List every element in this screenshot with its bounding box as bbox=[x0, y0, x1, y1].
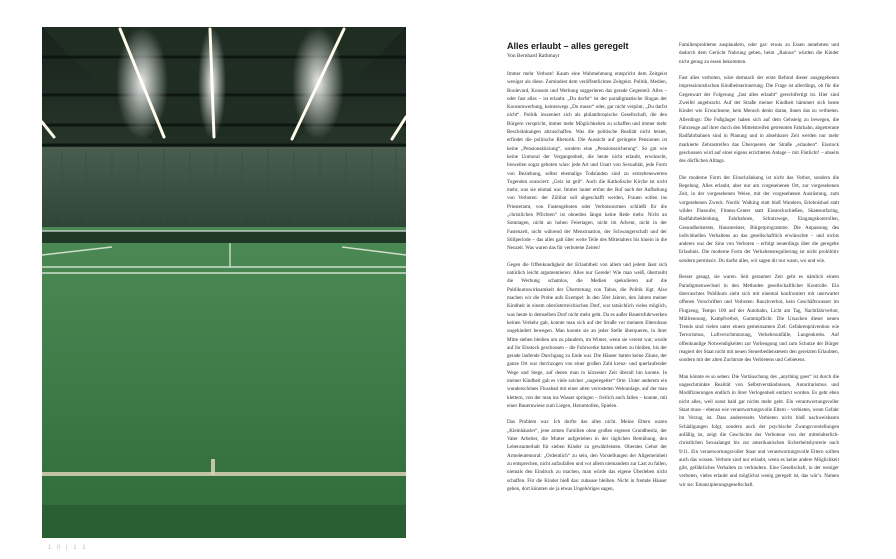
article-byline: Von Bernhard Rathmayr bbox=[507, 53, 560, 59]
indoor-tennis-court-photo bbox=[42, 27, 406, 538]
paragraph: Familienprobleme ausplaudern, oder gar: etwas zu Essen annehmen und dadurch dem Gerücht Nahrung geben, beim „Rainoa“ würden die Kinder nicht genug zu essen bekommen. bbox=[679, 42, 839, 65]
paragraph: Immer mehr Verbote! Kaum eine Wahrnehmung entspricht dem Zeitgeist weniger als diese. Zumindest dem veröffentlichten Zeitgeist. Politik, Medien, Boulevard, Konsum und Werbung suggerieren das gerade Gegenteil: Alles – oder fast alles – ist erlaubt. „Du darfst“ ist der paradigmatische Slogan der Konsumwerbung, keineswegs „Du musst“ oder, gar nicht verpönt, „Du darfst nicht“. Politik inszeniert sich als philanthropische Gesellschaft, die den Bürgern verspricht, immer mehr Möglichkeiten zu schaffen und immer mehr Beschränkungen abzuschaffen. Was die politische Realität nicht leistet, erfindet die politische Rhetorik. Die Aussicht auf geringere Pensionen ist keine „Pensionskürzung“, sondern eine „Pensionssicherung“. So gut wie keine Unmoral der Vergangenheit, die heute nicht erlaubt, erwünscht, bisweilen sogar geboten wäre: jede Art und Unart von Sexualität, jede Form von Beziehung, selbst ehemalige Todsünden sind zu erstrebenswerten Tugenden avanciert: „Geiz ist geil“. Auch die Katholische Kirche ist nicht mehr, was sie einmal war. Immer lauter ertönt der Ruf nach der Aufhebung von Verboten: der Zölibat soll abgeschafft werden, Frauen sollen ins Priesteramt, von Fastengeboten oder Verbotsnormen schließt für die „christlichen Pflichten“ ist ohnedies längst keine Rede mehr. Nicht an Sonntagen, nicht an hohen Feiertagen, nicht im Advent, nicht in der Fastenzeit, nicht während der Menstruation, der Schwangerschaft und der Stillperiode – das alles galt über weite Teile des Mittelalters bis hinein in die Neuzeit. Was waren das für verbotene Zeiten! bbox=[507, 71, 667, 252]
paragraph: Das Problem war: Ich durfte das alles nicht. Meine Eltern waren „Kleinhäusler“, jene armen Familien ohne großen eigenen Grundbesitz, der Vater Arbeiter, die Mutter aufgerieben in der täglichen Bemühung, den Lebensunterhalt für sieben Kinder zu gewährleisten. Oberstes Gebot der Armeleutemoral: „Ordentlich“ zu sein, den Vorstellungen der Allgemeinheit zu entsprechen, nicht aufzufallen und vor allem niemandem zur Last zu fallen, niemals den Eindruck zu machen, man würde das eigene Überleben nicht schaffen. Für die Kinder hieß das: zuhause bleiben. Nicht in fremde Häuser gehen, dort könnten sie ja etwas Ungehöriges sagen, bbox=[507, 419, 667, 492]
paragraph: Gegen die Offenkundigkeit der Erlaubtheit von allem und jedem lässt sich natürlich leicht argumentieren: Alles nur Gerede! Wie man weiß, übertreibt die Werbung schamlos, die Medien spekulieren auf die Publikumswirksamkeit der Übertretung von Tabus, die Politik lügt. Also machen wir die Probe aufs Exempel: In den 50er Jahren, den Jahren meiner Kindheit in einem oberösterreichischen Dorf, war tatsächlich vieles möglich, was heute in demselben Dorf nicht mehr geht. Da es außer Bauernfuhrwerken keinen Verkehr gab, konnte man sich auf der Straße vor meinem Elternhaus ungehindert bewegen. Man konnte sie an jeder Stelle überqueren, in ihrer Mitte stehen bleiben um zu plaudern, im Winter, wenn sie vereist war, wurde auf ihr Eisstock geschossen – die Fuhrwerke hatten stehen zu bleiben, bis der gerade laufende Durchgang zu Ende war. Die Häuser hatten keine Zäune, der ganze Ort war durchzogen von einer großen Zahl kreuz- und querlaufender Wege und Stege, auf denen man in kürzester Zeit überall hin konnte. In meiner Kindheit gab es viele solcher „ungeregelter“ Orte. Unter anderem ein wunderschönes Flussbad mit einer alten verrosteten Wehranlage, auf der man klettern, von der man ins Wasser springen – freilich auch fallen – konnte, mit einer Bauernwiese zum Liegen, Herumtollen, Spielen. bbox=[507, 261, 667, 409]
paragraph: Fast alles verboten, wäre demnach der erste Befund dieser ausgegebenen impressionistischen Kindheitserinnerung. Die Frage ist allerdings, ob für die Gegenwart der Folgerung „fast alles erlaubt“ gerechtfertigt ist. Hier sind Zweifel angebracht. Auf der Straße meiner Kindheit hämmert sich heute Kinder wie Erwachsene, kein Mensch denkt daran, ihnen das zu verbieten. Allerdings: Die Fußgänger haben sich auf dem Gehsteig zu bewegen, die Fahrzeuge auf ihrer durch den Mittelstreifen getrennten Fahrbahn, abgetrennte Radfahrbahnen sind in Planung und in absehbarer Zeit werden nur mehr markierte Zebrastreifen das Überqueren der Straße „erlauben“. Eisstock geschossen wird auf einer eigens errichteten Anlage – mit Flutlicht! – abseits des dörflichen Alltags. bbox=[679, 75, 839, 165]
paragraph: Man könnte es so sehen: Die Vortäuschung des „anything goes“ ist durch die ungeschminkte Realität von Selbstverständnissen, Autoritarismus und Modifizierungen endlich in ihrer Verlogenheit entlarvt worden. Es geht eben nicht alles, weil sonst bald gar nichts mehr geht. Ein verantwortungsvoller Staat muss – ebenso wie verantwortungsvolle Eltern – verbieten, wenn Gefahr im Verzug ist. Dass andererseits Verbieten nicht bloß nachweisbaren Schädigungen folgt, sondern auch der psychische Zwangsvorstellungen anfällig ist, zeigt die Geschichte der Verbotene von der mittelalterlich-christlichen Sexualangst bis zur amerikanischen Sicherheitshysterie nach 9/11. Ein verantwortungsvoller Staat und verantwortungsvolle Eltern sollten auch das wissen. Verbote sind nur erlaubt, wenn es keine andere Möglichkeit gibt, gefährliches Verhalten zu verhindern. Eine Gesellschaft, in der weniger verboten, vieles erlaubt und möglichst wenig geregelt ist, das wär’s. Namen wir sie: Emanzipierungsgesellschaft. bbox=[679, 373, 839, 488]
article-column-left bbox=[507, 41, 667, 501]
article-title: Alles erlaubt – alles geregelt bbox=[507, 41, 629, 51]
paragraph: Die moderne Form der Einschränkung ist nicht das Verbot, sondern die Regelung. Alles erlaubt, aber nur am vorgesehenen Ort, zur vorgesehenen Zeit, in der vorgesehenen Weise, mit der vorgesehenen Ausrüstung, zum vorgesehenen Zweck. Nordic Walking statt bloß Wandern, Erlebnisbad statt wildes Flussufer, Fitness-Center statt Eisstockschießen, Skatesurfaring, Radfahrbekleidung, Fahrbahnen, Schutzwege, Eingangskontrollen, Gesundheitstests, Hausmeister, Bürgerprogramme. Die Anpassung des individuellen Verhaltens an das gesellschaftlich erwünschte – und nichts anderes war der Sinn von Verboten – erfolgt neuerdings über die geregelte Erlaubnis. Die moderne Form der Verhaltensregulierung ist nicht prohibitiv sondern permissiv. Du darfst alles, wir sagen dir nur wann, wo und wie. bbox=[679, 174, 839, 264]
article-column-right bbox=[679, 41, 839, 497]
paragraph: Besser gesagt, sie waren. Seit geraumer Zeit geht es nämlich einem Paradigmenwechsel in den Methoden gesellschaftlicher Kontrolle. Ein überraschtes Publikum sieht sich mit einemal konfrontiert mit unerwartet offenen Vorschriften und Verboten: Rauchverbot, kein Geschäftswasser im Flugzeug, Tempo 100 auf der Autobahn, Licht am Tag, Nachtfahrverbot, Müllrennung, Kampfverbot, Gummipflicht. Die Ursachen dieser neuen Trends sind vielen unter einem gemeinsamen Ziel: Gefahrenprävention wie Terrorismus, Luftverschmutzung, Verkehrsunfälle, Lungenkrebs. Auf offenkundige Notwendigkeiten zur Vorbeugung und zum Schutze der Bürger reagiert der Staat nicht mit neuen Steuerbedienstetem den gereizten Erlaubten, sondern mit der alten Zuchtrute des Verbietens und Gebietens. bbox=[679, 274, 839, 364]
page-numbers: 1 0 | 1 1 bbox=[48, 545, 88, 551]
